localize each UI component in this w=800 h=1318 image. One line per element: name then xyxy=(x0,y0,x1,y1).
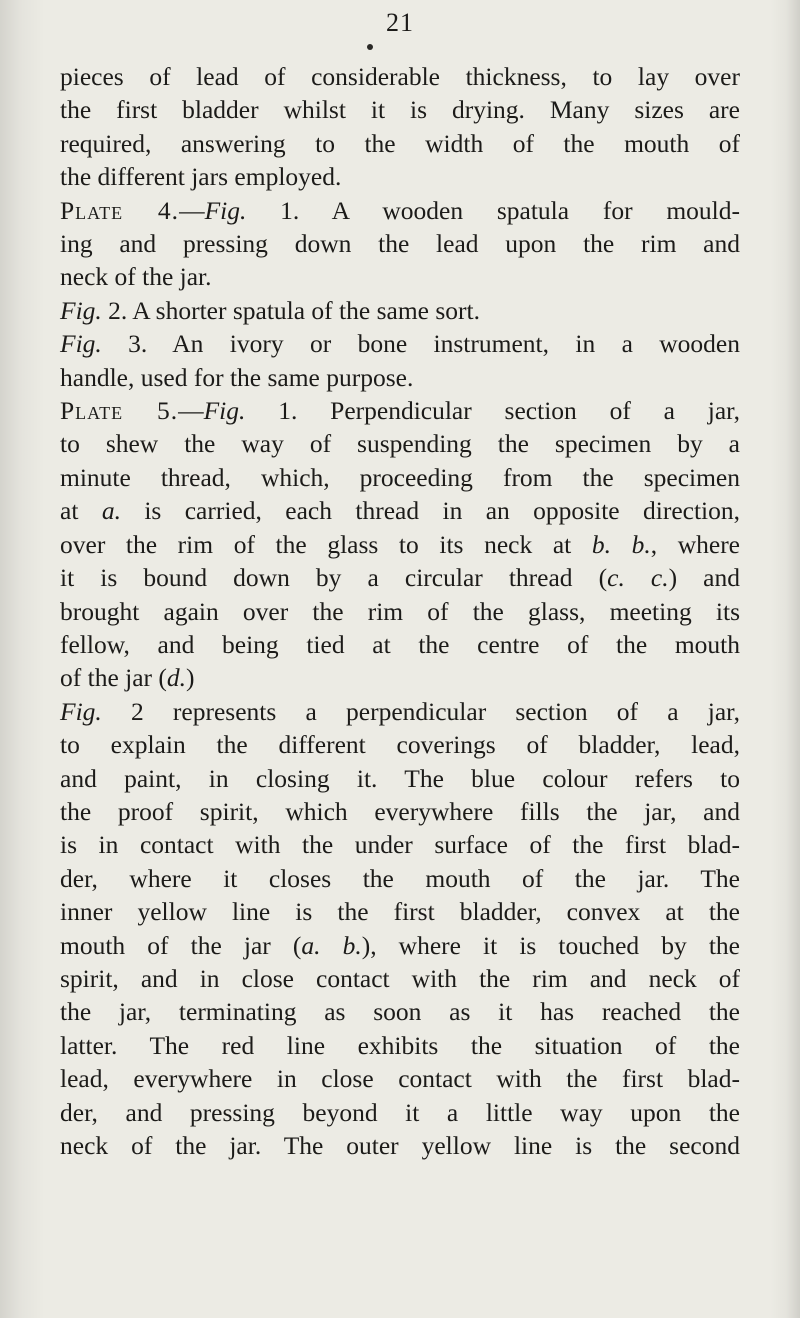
text-segment: lead, everywhere in close contact with the first blad- xyxy=(60,1064,740,1094)
italic-text: Fig. xyxy=(60,295,102,325)
text-line xyxy=(60,93,740,126)
printer-mark-dot xyxy=(367,44,373,50)
italic-text: a. xyxy=(101,496,121,526)
text-line xyxy=(60,260,740,293)
text-segment: and paint, in closing it. The blue colour refers to xyxy=(60,763,740,793)
text-segment: the first bladder whilst it is drying. Many sizes are xyxy=(60,95,740,125)
italic-text: Fig. xyxy=(60,696,102,726)
text-line xyxy=(60,427,740,460)
text-segment: minute thread, which, proceeding from the specimen xyxy=(60,462,740,492)
text-line xyxy=(60,962,740,995)
text-line xyxy=(60,127,740,160)
text-segment: the different jars employed. xyxy=(60,162,342,192)
text-segment: brought again over the rim of the glass, meeting its xyxy=(60,596,740,626)
text-line xyxy=(60,327,740,360)
text-line xyxy=(60,1129,740,1162)
text-segment: the jar, terminating as soon as it has reached the xyxy=(60,997,740,1027)
text-line xyxy=(60,294,740,327)
text-line xyxy=(60,227,740,260)
text-line xyxy=(60,828,740,861)
text-segment: , where xyxy=(650,529,740,559)
text-segment: ) xyxy=(186,663,195,693)
text-segment: mouth of the jar ( xyxy=(60,930,302,960)
text-line xyxy=(60,461,740,494)
text-line xyxy=(60,1062,740,1095)
text-line xyxy=(60,795,740,828)
italic-text: b. b. xyxy=(591,529,651,559)
text-segment: required, answering to the width of the mouth of xyxy=(60,128,740,158)
text-line xyxy=(60,494,740,527)
text-segment: handle, used for the same purpose. xyxy=(60,362,414,392)
text-segment: is in contact with the under surface of the first blad- xyxy=(60,830,740,860)
text-segment: fellow, and being tied at the centre of the mouth xyxy=(60,629,740,659)
text-segment: neck of the jar. xyxy=(60,262,212,292)
text-line xyxy=(60,194,740,227)
text-line xyxy=(60,394,740,427)
text-segment: of the jar ( xyxy=(60,663,167,693)
italic-text: Fig. xyxy=(203,396,246,426)
text-segment: 2 represents a perpendicular section of a jar, xyxy=(101,696,740,726)
italic-text: Fig. xyxy=(60,329,102,359)
text-segment: ) and xyxy=(668,563,740,593)
italic-text: d. xyxy=(166,663,187,693)
text-segment: — xyxy=(178,396,204,426)
text-segment: latter. The red line exhibits the situation of the xyxy=(60,1030,740,1060)
body-text xyxy=(60,60,740,1162)
text-line xyxy=(60,60,740,93)
text-segment: spirit, and in close contact with the rim and neck of xyxy=(60,963,740,993)
text-segment: at xyxy=(60,496,102,526)
text-segment: der, and pressing beyond it a little way upon the xyxy=(60,1097,740,1127)
text-segment: 1. Perpendicular section of a jar, xyxy=(245,396,740,426)
italic-text: a. b. xyxy=(301,930,362,960)
text-segment: to explain the different coverings of bladder, lead, xyxy=(60,730,740,760)
text-line xyxy=(60,862,740,895)
text-line xyxy=(60,695,740,728)
text-segment: inner yellow line is the first bladder, convex at the xyxy=(60,897,740,927)
text-segment: 3. An ivory or bone instrument, in a wooden xyxy=(101,329,740,359)
text-line xyxy=(60,160,740,193)
text-segment: neck of the jar. The outer yellow line is the second xyxy=(60,1131,740,1160)
text-segment: to shew the way of suspending the specimen by a xyxy=(60,429,740,459)
page-number: 21 xyxy=(386,8,414,37)
text-segment: is carried, each thread in an opposite direction, xyxy=(120,496,740,526)
text-line xyxy=(60,628,740,661)
text-segment: ing and pressing down the lead upon the rim and xyxy=(60,229,740,259)
text-segment: der, where it closes the mouth of the jar. The xyxy=(60,863,740,893)
text-line xyxy=(60,595,740,628)
plate-label: Plate 5. xyxy=(60,396,179,426)
text-line xyxy=(60,1096,740,1129)
text-segment: it is bound down by a circular thread ( xyxy=(60,563,608,593)
text-line xyxy=(60,728,740,761)
text-segment: over the rim of the glass to its neck at xyxy=(60,529,592,559)
text-line xyxy=(60,762,740,795)
text-segment: 1. A wooden spatula for mould- xyxy=(246,195,740,225)
text-segment: pieces of lead of considerable thickness, to lay over xyxy=(60,62,740,91)
italic-text: Fig. xyxy=(204,195,247,225)
text-line xyxy=(60,361,740,394)
italic-text: c. c. xyxy=(607,563,669,593)
text-line xyxy=(60,929,740,962)
text-line xyxy=(60,995,740,1028)
text-line xyxy=(60,1029,740,1062)
text-segment: — xyxy=(179,195,205,225)
text-line xyxy=(60,661,740,694)
text-segment: 2. A shorter spatula of the same sort. xyxy=(101,295,480,325)
plate-label: Plate 4. xyxy=(60,195,180,225)
text-segment: the proof spirit, which everywhere fills the jar, and xyxy=(60,796,740,826)
text-segment: ), where it is touched by the xyxy=(361,930,741,960)
text-line xyxy=(60,561,740,594)
text-line xyxy=(60,895,740,928)
text-line xyxy=(60,528,740,561)
